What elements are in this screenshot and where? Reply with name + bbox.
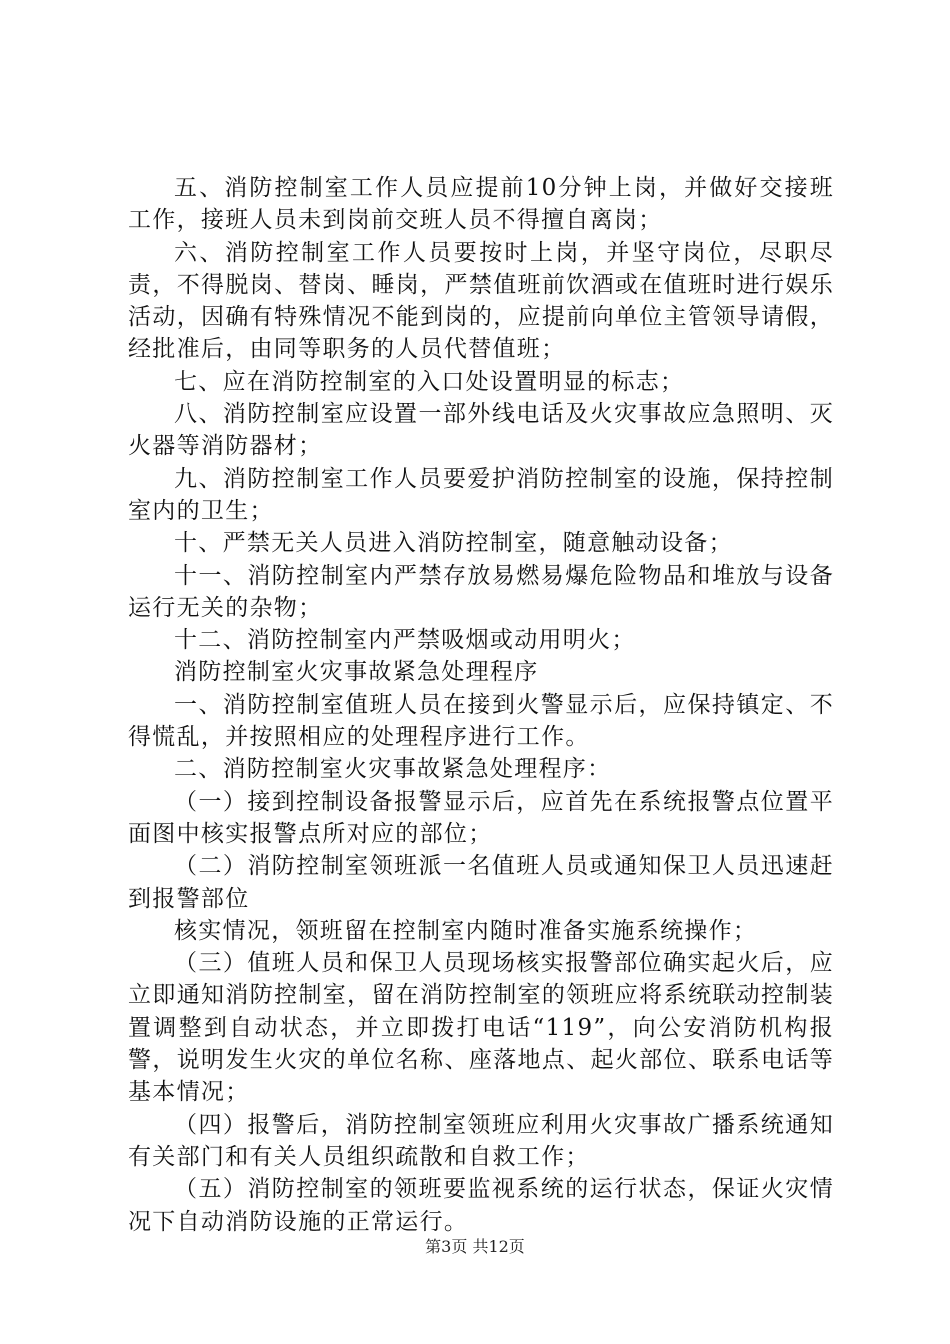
paragraph-7: 七、应在消防控制室的入口处设置明显的标志； xyxy=(174,368,685,395)
procedure-1: 一、消防控制室值班人员在接到火警显示后，应保持镇定、不得慌乱，并按照相应的处理程序进行工作。 xyxy=(128,691,834,751)
procedure-2-item-4: （四）报警后，消防控制室领班应利用火灾事故广播系统通知有关部门和有关人员组织疏散和自救工作； xyxy=(128,1111,834,1170)
paragraph-6: 六、消防控制室工作人员要按时上岗，并坚守岗位，尽职尽责，不得脱岗、替岗、睡岗，严禁值班前饮酒或在值班时进行娱乐活动，因确有特殊情况不能到岗的，应提前向单位主管领导请假，经批准后，由同等职务的人员代替值班； xyxy=(128,239,834,363)
paragraph-5: 五、消防控制室工作人员应提前10分钟上岗，并做好交接班工作，接班人员未到岗前交班人员不得擅自离岗； xyxy=(128,175,834,234)
procedure-2-item-2-cont: 核实情况，领班留在控制室内随时准备实施系统操作； xyxy=(174,917,758,944)
paragraph-12: 十二、消防控制室内严禁吸烟或动用明火； xyxy=(174,627,636,654)
paragraph-9: 九、消防控制室工作人员要爱护消防控制室的设施，保持控制室内的卫生； xyxy=(128,465,834,524)
procedure-2-item-3: （三）值班人员和保卫人员现场核实报警部位确实起火后，应立即通知消防控制室，留在消防控制室的领班应将系统联动控制装置调整到自动状态，并立即拨打电话“119”，向公安消防机构报警，说明发生火灾的单位名称、座落地点、起火部位、联系电话等基本情况； xyxy=(128,950,834,1106)
procedure-2-item-2: （二）消防控制室领班派一名值班人员或通知保卫人员迅速赶到报警部位 xyxy=(128,853,834,912)
paragraph-11: 十一、消防控制室内严禁存放易燃易爆危险物品和堆放与设备运行无关的杂物； xyxy=(128,562,834,621)
paragraph-8: 八、消防控制室应设置一部外线电话及火灾事故应急照明、灭火器等消防器材； xyxy=(128,401,834,460)
procedure-2-item-5: （五）消防控制室的领班要监视系统的运行状态，保证火灾情况下自动消防设施的正常运行。 xyxy=(128,1176,834,1235)
procedure-2: 二、消防控制室火灾事故紧急处理程序： xyxy=(174,756,612,783)
section-heading: 消防控制室火灾事故紧急处理程序 xyxy=(174,659,539,686)
document-body xyxy=(128,172,834,1238)
page-footer: 第3页 共12页 xyxy=(425,1237,525,1256)
procedure-2-item-1: （一）接到控制设备报警显示后，应首先在系统报警点位置平面图中核实报警点所对应的部位； xyxy=(128,788,834,847)
paragraph-10: 十、严禁无关人员进入消防控制室，随意触动设备； xyxy=(174,530,733,557)
